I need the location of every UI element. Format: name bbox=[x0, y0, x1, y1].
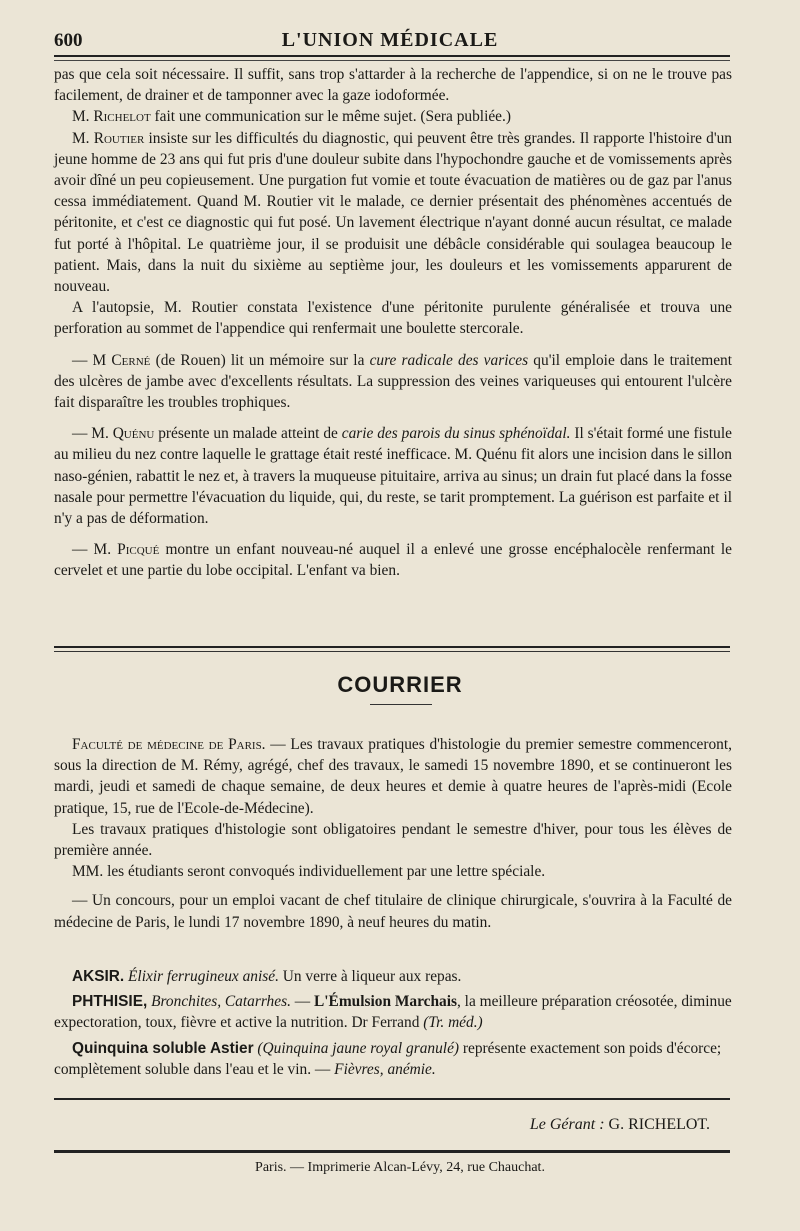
header-rule-thin bbox=[54, 60, 730, 61]
header-rule bbox=[54, 55, 730, 57]
ad-phthisie bbox=[54, 991, 734, 1033]
ad-italic: (Tr. méd.) bbox=[423, 1014, 483, 1032]
italic-topic: cure radicale des varices bbox=[369, 351, 529, 369]
paragraph-autopsie: A l'autopsie, M. Routier constata l'existence d'une péritonite purulente généralisée et trouva une perforation au sommet de l'appendice qui renfermait une boulette stercorale. bbox=[54, 299, 732, 338]
ad-italic: Bronchites, Catarrhes. bbox=[147, 993, 291, 1011]
ad-aksir bbox=[54, 966, 734, 987]
paragraph-convocation: MM. les étudiants seront convoqués individuellement par une lettre spéciale. bbox=[72, 863, 546, 881]
paragraph-text: insiste sur les difficultés du diagnostic, qui peuvent être très grandes. Il rapporte l'histoire d'un jeune homme de 23 ans qui fut pris d'une douleur subite dans l'hypochondre gauche et de vomissements après avoir dîné un peu copieusement. Une purgation fut vomie et toute évacuation de matières ou de gaz par l'anus cessa immédiatement. Quand M. Routier vit le malade, ce dernier présentait des phénomènes accentués de péritonite, et c'est ce diagnostic qui fut posé. Un lavement électrique n'ayant donné aucun résultat, ce malade fut porté à l'hôpital. Le quatrième jour, il se produisit une débâcle considérable qui soulagea beaucoup le patient. Mais, dans la nuit du sixième au septième jour, les douleurs et les vomissements apparurent de nouveau. bbox=[54, 129, 732, 296]
paragraph-cerne bbox=[54, 350, 732, 414]
journal-title: L'UNION MÉDICALE bbox=[281, 29, 499, 51]
paragraph-picque bbox=[54, 539, 732, 581]
courrier-section bbox=[54, 734, 732, 933]
paragraph-text: — Les travaux pratiques d'histologie du premier semestre commenceront, sous la direction de M. Rémy, agrégé, chef des travaux, le samedi 15 novembre 1890, et se continueront les mardi, jeudi et samedi de chaque semaine, de deux heures et demie à quatre heures de l'après-midi (Ecole pratique, 15, rue de l'Ecole-de-Médecine). bbox=[54, 736, 732, 817]
paragraph-text: qu'il emploie dans le traitement des ulcères de jambe avec d'excellents résultats. La suppression des veines variqueuses qui entourent l'ulcère fait disparaître les troubles trophiques. bbox=[54, 351, 732, 412]
gerant-signature bbox=[530, 1116, 710, 1134]
italic-topic: carie des parois du sinus sphénoïdal. bbox=[341, 425, 571, 443]
ad-text: — bbox=[290, 993, 315, 1011]
paragraph-concours: — Un concours, pour un emploi vacant de chef titulaire de clinique chirurgicale, s'ouvrira à la Faculté de médecine de Paris, le lundi 17 novembre 1890, à neuf heures du matin. bbox=[54, 892, 732, 931]
section-rule-thin bbox=[54, 651, 730, 652]
speaker-name: M. Richelot bbox=[72, 108, 151, 126]
proceedings-section bbox=[54, 64, 732, 582]
gerant-label: Le Gérant : bbox=[529, 1116, 609, 1133]
advertisements bbox=[54, 966, 734, 1084]
printer-footer: Paris. — Imprimerie Alcan-Lévy, 24, rue Chauchat. bbox=[255, 1160, 545, 1175]
ad-name: AKSIR. bbox=[72, 968, 125, 985]
ad-quinquina bbox=[54, 1038, 734, 1080]
courrier-heading: COURRIER bbox=[337, 672, 463, 697]
paragraph-continuation: pas que cela soit nécessaire. Il suffit, sans trop s'attarder à la recherche de l'appendice, si on ne le trouve pas facilement, de drainer et de tamponner avec la gaze iodoformée. bbox=[54, 66, 732, 105]
heading-underline bbox=[370, 704, 432, 705]
paragraph-text: présente un malade atteint de bbox=[154, 425, 342, 443]
ad-text: , la meilleure préparation créosotée, diminue expectoration, toux, fièvre et active la nutrition. Dr Ferrand bbox=[54, 993, 732, 1032]
paragraph-text: (de Rouen) lit un mémoire sur la bbox=[150, 351, 370, 369]
dash: — M. bbox=[72, 541, 118, 559]
ad-text: Un verre à liqueur aux repas. bbox=[278, 968, 462, 985]
gerant-name: G. RICHELOT. bbox=[608, 1116, 710, 1133]
paragraph-routier bbox=[54, 128, 732, 298]
section-rule bbox=[54, 646, 730, 648]
speaker-name: Cerné bbox=[111, 351, 151, 369]
paragraph-quenu bbox=[54, 423, 732, 529]
page-number: 600 bbox=[54, 30, 83, 51]
ad-italic: Fièvres, anémie. bbox=[334, 1060, 436, 1078]
speaker-name: Quénu bbox=[112, 425, 155, 443]
ad-name: PHTHISIE, bbox=[72, 993, 148, 1011]
ad-italic: (Quinquina jaune royal granulé) bbox=[253, 1039, 460, 1057]
paragraph-text: fait une communication sur le même sujet. (Sera publiée.) bbox=[150, 108, 511, 126]
institution-name: Faculté de médecine de Paris. bbox=[72, 736, 266, 753]
paragraph-obligatoires: Les travaux pratiques d'histologie sont obligatoires pendant le semestre d'hiver, pour tous les élèves de première année. bbox=[54, 820, 732, 860]
paragraph-richelot bbox=[54, 106, 732, 127]
paragraph-faculte bbox=[54, 734, 732, 819]
running-header bbox=[54, 22, 726, 52]
ad-name: Quinquina soluble Astier bbox=[72, 1039, 254, 1057]
speaker-name: Picqué bbox=[117, 541, 160, 559]
paragraph-text: montre un enfant nouveau-né auquel il a enlevé une grosse encéphalocèle renfermant le cervelet et une partie du lobe occipital. L'enfant va bien. bbox=[54, 541, 732, 580]
dash: — M bbox=[72, 351, 112, 369]
ad-product: L'Émulsion Marchais bbox=[314, 993, 457, 1011]
footer-rule bbox=[54, 1150, 730, 1153]
section-rule-bottom bbox=[54, 1098, 730, 1100]
paragraph-text: Il s'était formé une fistule au milieu du nez contre laquelle le grattage était resté inefficace. M. Quénu fit alors une incision dans le sillon naso-génien, rabattit le nez et, à travers la muqueuse pituitaire, arriva au sinus; un drain fut placé dans la fosse nasale pour permettre l'évacuation du liquide, qui, du reste, se tarit promptement. La guérison est parfaite et il n'y a pas de déformation. bbox=[54, 425, 732, 528]
dash: — M. bbox=[72, 425, 113, 443]
speaker-name: M. Routier bbox=[72, 129, 145, 147]
ad-italic: Élixir ferrugineux anisé. bbox=[128, 968, 279, 985]
ad-text: représente exactement son poids d'écorce; complètement soluble dans l'eau et le vin. — bbox=[54, 1039, 722, 1078]
